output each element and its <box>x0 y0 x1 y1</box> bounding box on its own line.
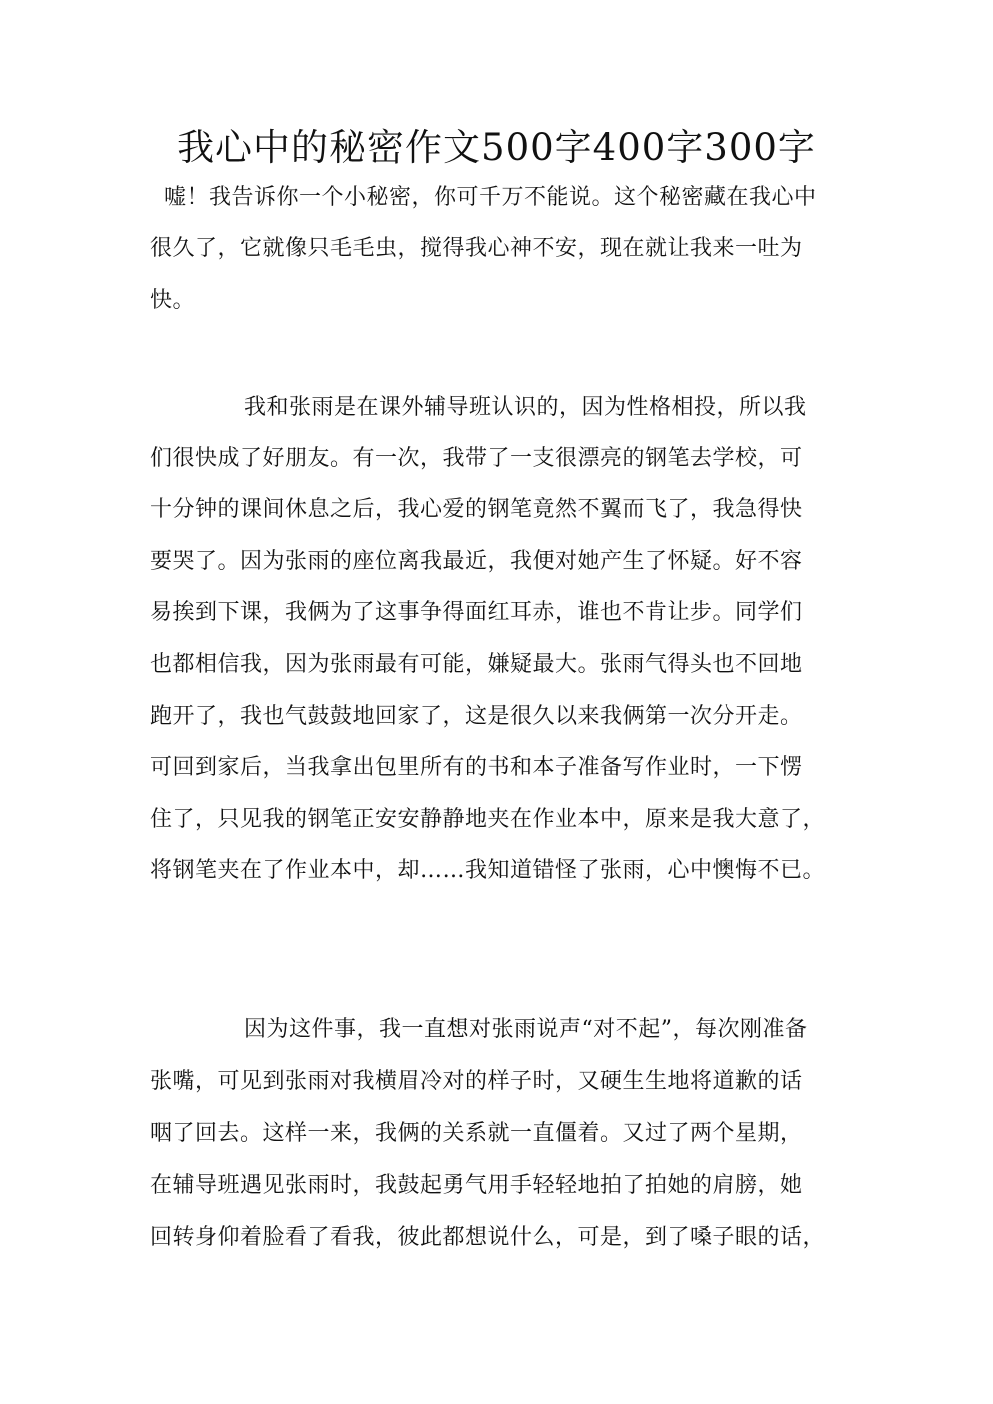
paragraph-2-line-8: 可回到家后，当我拿出包里所有的书和本子准备写作业时，一下愣 <box>150 755 803 780</box>
paragraph-2-line-2: 们很快成了好朋友。有一次，我带了一支很漂亮的钢笔去学校，可 <box>150 446 803 471</box>
paragraph-1-line-1: 嘘！我告诉你一个小秘密，你可千万不能说。这个秘密藏在我心中 <box>164 185 817 210</box>
paragraph-2-line-4: 要哭了。因为张雨的座位离我最近，我便对她产生了怀疑。好不容 <box>150 549 803 574</box>
paragraph-2-line-9: 住了，只见我的钢笔正安安静静地夹在作业本中，原来是我大意了， <box>150 807 826 832</box>
paragraph-2-line-6: 也都相信我，因为张雨最有可能，嫌疑最大。张雨气得头也不回地 <box>150 652 803 677</box>
paragraph-3-line-1: 因为这件事，我一直想对张雨说声“对不起”，每次刚准备 <box>244 1017 808 1042</box>
paragraph-3-line-2: 张嘴，可见到张雨对我横眉冷对的样子时，又硬生生地将道歉的话 <box>150 1069 803 1094</box>
paragraph-2-line-1: 我和张雨是在课外辅导班认识的，因为性格相投，所以我 <box>244 395 807 420</box>
paragraph-3-line-4: 在辅导班遇见张雨时，我鼓起勇气用手轻轻地拍了拍她的肩膀，她 <box>150 1173 803 1198</box>
paragraph-1-line-3: 快。 <box>150 288 196 313</box>
paragraph-1-line-2: 很久了，它就像只毛毛虫，搅得我心神不安，现在就让我来一吐为 <box>150 236 803 261</box>
paragraph-2-line-5: 易挨到下课，我俩为了这事争得面红耳赤，谁也不肯让步。同学们 <box>150 600 803 625</box>
paragraph-3-line-3: 咽了回去。这样一来，我俩的关系就一直僵着。又过了两个星期， <box>150 1121 803 1146</box>
paragraph-3-line-5: 回转身仰着脸看了看我，彼此都想说什么，可是，到了嗓子眼的话， <box>150 1225 826 1250</box>
document-title: 我心中的秘密作文500字400字300字 <box>177 126 816 169</box>
paragraph-2-line-10: 将钢笔夹在了作业本中，却……我知道错怪了张雨，心中懊悔不已。 <box>150 858 826 883</box>
paragraph-2-line-7: 跑开了，我也气鼓鼓地回家了，这是很久以来我俩第一次分开走。 <box>150 704 803 729</box>
paragraph-2-line-3: 十分钟的课间休息之后，我心爱的钢笔竟然不翼而飞了，我急得快 <box>150 497 803 522</box>
